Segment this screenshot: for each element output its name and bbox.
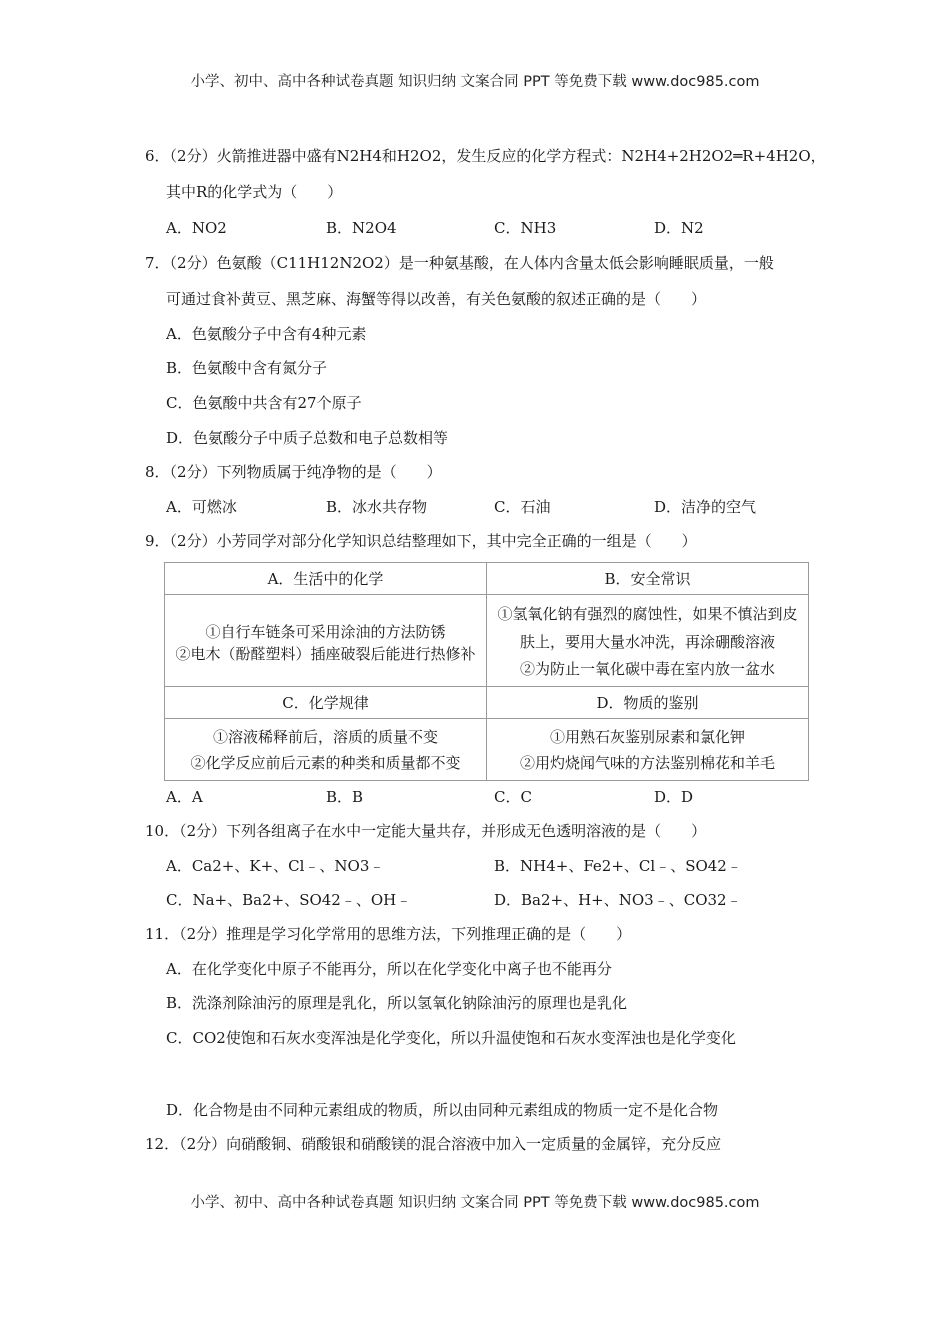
table-head-b: B．安全常识 bbox=[487, 563, 809, 595]
q6-option-c: C．NH3 bbox=[494, 219, 557, 237]
q6-text-3: ，发生反应的化学方程式： bbox=[441, 147, 622, 165]
question-8: 8．（2分）下列物质属于纯净物的是（ ） bbox=[145, 463, 442, 481]
table-cell-a: ①自行车链条可采用涂油的方法防锈 ②电木（酚醛塑料）插座破裂后能进行热修补 bbox=[165, 595, 487, 687]
q6-score: （2分） bbox=[169, 147, 217, 165]
q9-option-c: C．C bbox=[494, 788, 532, 806]
q7-option-b: B．色氨酸中含有氮分子 bbox=[166, 359, 328, 377]
table-cell-d: ①用熟石灰鉴别尿素和氯化钾 ②用灼烧闻气味的方法鉴别棉花和羊毛 bbox=[487, 719, 809, 781]
q6-text-4: ， bbox=[810, 147, 826, 165]
q10-option-c: C．Na+、Ba2+、SO42﹣、OH﹣ bbox=[166, 891, 412, 909]
question-9: 9．（2分）小芳同学对部分化学知识总结整理如下，其中完全正确的一组是（ ） bbox=[145, 532, 697, 550]
q9-option-a: A．A bbox=[166, 788, 203, 806]
q6-option-d: D．N2 bbox=[654, 219, 704, 237]
question-11: 11．（2分）推理是学习化学常用的思维方法，下列推理正确的是（ ） bbox=[145, 925, 632, 943]
q6-h2o2: H2O2 bbox=[396, 147, 442, 165]
page-header: 小学、初中、高中各种试卷真题 知识归纳 文案合同 PPT 等免费下载 www.doc985.com bbox=[190, 74, 760, 90]
q7-option-c: C．色氨酸中共含有27个原子 bbox=[166, 394, 362, 412]
table-cell-c: ①溶液稀释前后，溶质的质量不变 ②化学反应前后元素的种类和质量都不变 bbox=[165, 719, 487, 781]
q6-option-b: B．N2O4 bbox=[326, 219, 397, 237]
table-cell-b: ①氢氧化钠有强烈的腐蚀性，如果不慎沾到皮肤上，要用大量水冲洗，再涂硼酸溶液 ②为防止一氧化碳中毒在室内放一盆水 bbox=[487, 595, 809, 687]
q10-option-d: D．Ba2+、H+、NO3﹣、CO32﹣ bbox=[494, 891, 742, 909]
q7-formula: C11H12N2O2 bbox=[276, 254, 384, 272]
q11-option-a: A．在化学变化中原子不能再分，所以在化学变化中离子也不能再分 bbox=[166, 960, 612, 978]
q8-option-a: A．可燃冰 bbox=[166, 498, 237, 516]
q9-option-b: B．B bbox=[326, 788, 364, 806]
question-6 bbox=[145, 145, 826, 167]
table-head-a: A．生活中的化学 bbox=[165, 563, 487, 595]
q11-option-b: B．洗涤剂除油污的原理是乳化，所以氢氧化钠除油污的原理也是乳化 bbox=[166, 994, 628, 1012]
q10-option-b: B．NH4+、Fe2+、Cl﹣、SO42﹣ bbox=[494, 857, 742, 875]
q8-option-b: B．冰水共存物 bbox=[326, 498, 428, 516]
q6-n2h4: N2H4 bbox=[336, 147, 382, 165]
q10-option-a: A．Ca2+、K+、Cl﹣、NO3﹣ bbox=[166, 857, 385, 875]
q9-option-d: D．D bbox=[654, 788, 694, 806]
q6-text-2: 和 bbox=[381, 147, 397, 165]
q6-line-2: 其中R的化学式为（ ） bbox=[166, 183, 343, 201]
table-head-c: C．化学规律 bbox=[165, 687, 487, 719]
q8-option-c: C．石油 bbox=[494, 498, 551, 516]
question-7: 7．（2分）色氨酸（C11H12N2O2）是一种氨基酸，在人体内含量太低会影响睡眠质量，一般 bbox=[145, 254, 774, 272]
question-12: 12．（2分）向硝酸铜、硝酸银和硝酸镁的混合溶液中加入一定质量的金属锌，充分反应 bbox=[145, 1135, 722, 1153]
q7-option-a: A．色氨酸分子中含有4种元素 bbox=[166, 325, 367, 343]
q11-option-d: D．化合物是由不同种元素组成的物质，所以由同种元素组成的物质一定不是化合物 bbox=[166, 1101, 719, 1119]
q8-option-d: D．洁净的空气 bbox=[654, 498, 757, 516]
q6-equation: N2H4+2H2O2═R+4H2O bbox=[621, 147, 811, 165]
question-10: 10．（2分）下列各组离子在水中一定能大量共存，并形成无色透明溶液的是（ ） bbox=[145, 822, 707, 840]
q11-option-c: C．CO2使饱和石灰水变浑浊是化学变化，所以升温使饱和石灰水变浑浊也是化学变化 bbox=[166, 1029, 736, 1047]
q7-line-2: 可通过食补黄豆、黑芝麻、海蟹等得以改善，有关色氨酸的叙述正确的是（ ） bbox=[166, 290, 707, 308]
q6-number: 6． bbox=[145, 147, 170, 165]
q6-option-a: A．NO2 bbox=[166, 219, 227, 237]
table-head-d: D．物质的鉴别 bbox=[487, 687, 809, 719]
q6-text-1: 火箭推进器中盛有 bbox=[216, 147, 337, 165]
q11-co2: CO2 bbox=[192, 1029, 226, 1047]
page-footer: 小学、初中、高中各种试卷真题 知识归纳 文案合同 PPT 等免费下载 www.doc985.com bbox=[190, 1195, 760, 1211]
q7-option-d: D．色氨酸分子中质子总数和电子总数相等 bbox=[166, 429, 449, 447]
knowledge-table bbox=[164, 562, 809, 781]
